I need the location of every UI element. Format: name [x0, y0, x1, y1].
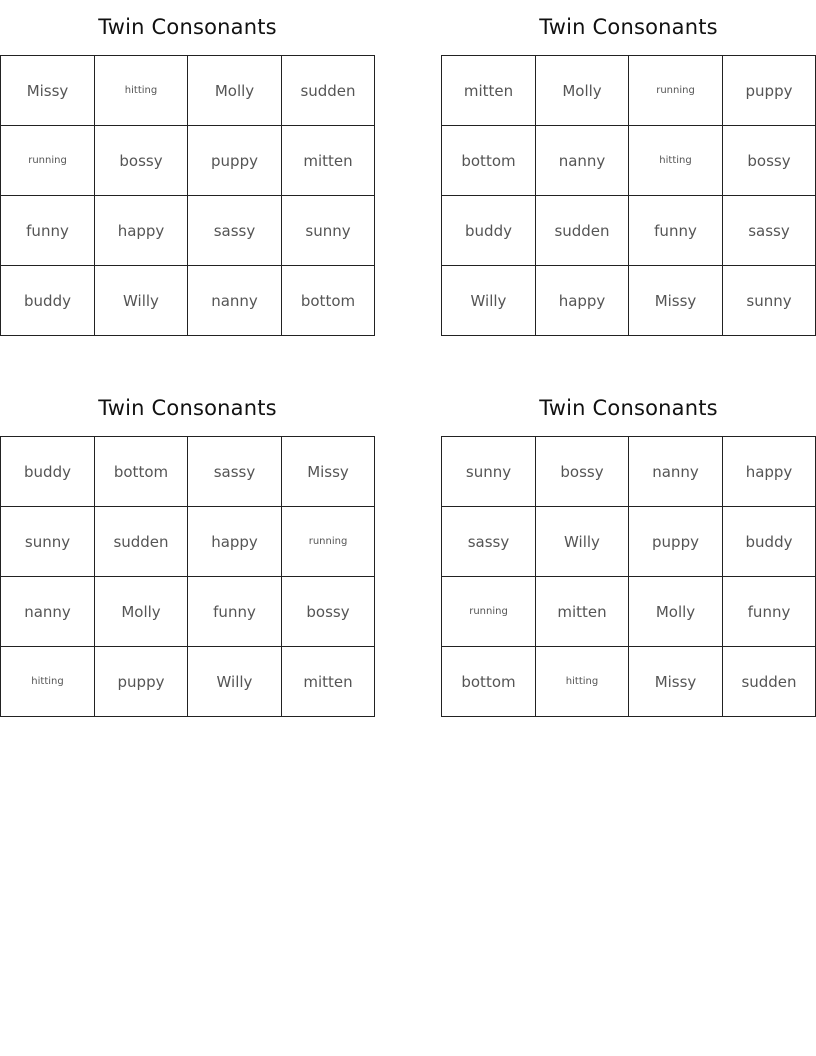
bingo-card-2 — [441, 0, 816, 336]
bingo-cell: sunny — [442, 437, 536, 507]
bingo-cell: Missy — [282, 437, 375, 507]
bingo-cell: nanny — [536, 126, 629, 196]
bingo-cell: nanny — [1, 577, 95, 647]
bingo-grid — [441, 55, 816, 336]
bingo-cell: running — [282, 507, 375, 577]
bingo-cell: bossy — [95, 126, 188, 196]
bingo-cell: bossy — [723, 126, 816, 196]
card-title: Twin Consonants — [98, 396, 277, 420]
bingo-cell: sudden — [282, 56, 375, 126]
bingo-cell: puppy — [188, 126, 282, 196]
card-title: Twin Consonants — [539, 396, 718, 420]
bingo-cell: sudden — [536, 196, 629, 266]
bingo-cell: running — [442, 577, 536, 647]
bingo-cell: sunny — [723, 266, 816, 336]
bingo-cell: mitten — [442, 56, 536, 126]
bingo-cell: Molly — [95, 577, 188, 647]
bingo-cell: mitten — [536, 577, 629, 647]
bingo-cell: bottom — [282, 266, 375, 336]
bingo-cell: happy — [536, 266, 629, 336]
bingo-cell: bottom — [442, 126, 536, 196]
bingo-cell: running — [629, 56, 723, 126]
bingo-cell: Willy — [95, 266, 188, 336]
bingo-grid — [441, 436, 816, 717]
bingo-cell: funny — [188, 577, 282, 647]
card-title: Twin Consonants — [98, 15, 277, 39]
bingo-cell: bossy — [536, 437, 629, 507]
bingo-cell: buddy — [723, 507, 816, 577]
bingo-cell: sassy — [188, 196, 282, 266]
bingo-cell: sudden — [723, 647, 816, 717]
bingo-card-3 — [0, 381, 375, 717]
bingo-cell: nanny — [629, 437, 723, 507]
bingo-cell: bossy — [282, 577, 375, 647]
bingo-cell: mitten — [282, 647, 375, 717]
bingo-cell: sassy — [188, 437, 282, 507]
bingo-cell: happy — [95, 196, 188, 266]
bingo-cell: puppy — [723, 56, 816, 126]
bingo-cell: funny — [1, 196, 95, 266]
bingo-cell: Molly — [629, 577, 723, 647]
bingo-cell: puppy — [629, 507, 723, 577]
bingo-grid — [0, 436, 375, 717]
bingo-cell: sassy — [723, 196, 816, 266]
bingo-cell: Missy — [629, 266, 723, 336]
bingo-cell: Molly — [536, 56, 629, 126]
bingo-cell: hitting — [536, 647, 629, 717]
bingo-cell: Missy — [629, 647, 723, 717]
bingo-cell: hitting — [1, 647, 95, 717]
bingo-cell: Willy — [188, 647, 282, 717]
bingo-cell: nanny — [188, 266, 282, 336]
bingo-card-4 — [441, 381, 816, 717]
bingo-cell: funny — [723, 577, 816, 647]
bingo-grid — [0, 55, 375, 336]
bingo-cell: bottom — [95, 437, 188, 507]
bingo-cell: bottom — [442, 647, 536, 717]
bingo-cell: sunny — [282, 196, 375, 266]
bingo-cell: running — [1, 126, 95, 196]
bingo-cell: hitting — [95, 56, 188, 126]
bingo-cell: happy — [188, 507, 282, 577]
bingo-cell: Missy — [1, 56, 95, 126]
bingo-cell: buddy — [442, 196, 536, 266]
card-title: Twin Consonants — [539, 15, 718, 39]
bingo-cell: mitten — [282, 126, 375, 196]
bingo-cell: Molly — [188, 56, 282, 126]
bingo-card-1 — [0, 0, 375, 336]
bingo-cell: sunny — [1, 507, 95, 577]
bingo-cell: Willy — [536, 507, 629, 577]
bingo-cell: happy — [723, 437, 816, 507]
bingo-cell: buddy — [1, 437, 95, 507]
bingo-cell: Willy — [442, 266, 536, 336]
bingo-cell: sassy — [442, 507, 536, 577]
bingo-cell: funny — [629, 196, 723, 266]
bingo-cell: hitting — [629, 126, 723, 196]
bingo-cell: buddy — [1, 266, 95, 336]
bingo-cell: sudden — [95, 507, 188, 577]
bingo-cell: puppy — [95, 647, 188, 717]
